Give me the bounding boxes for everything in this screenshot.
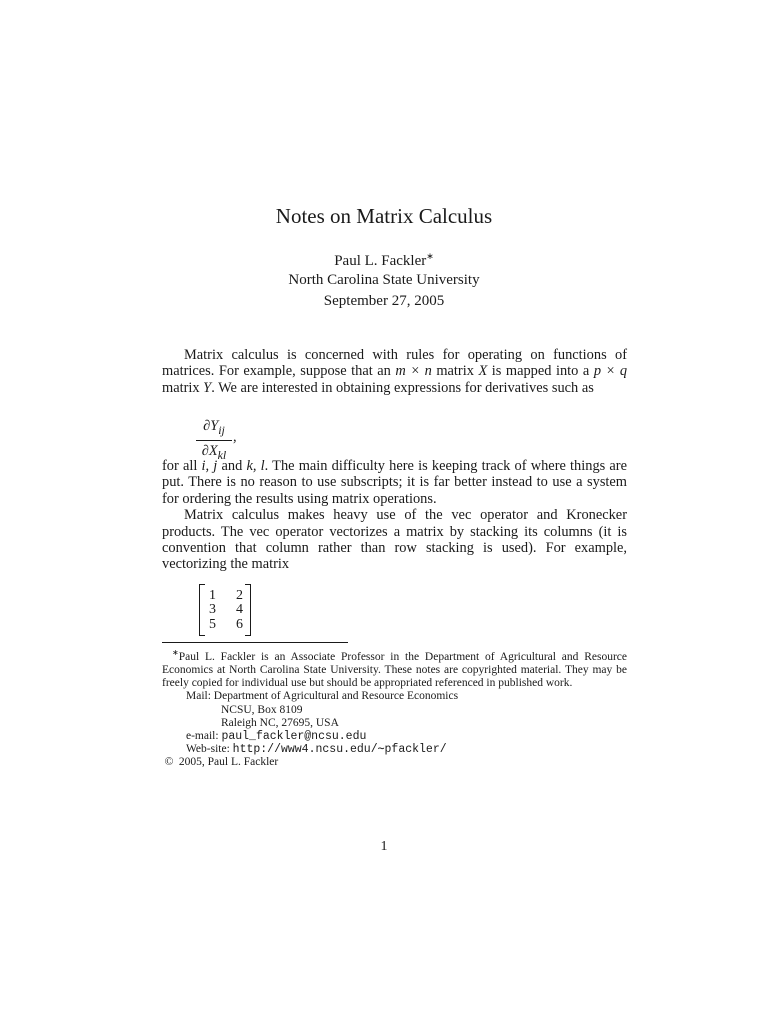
- author-name: Paul L. Fackler: [334, 253, 427, 269]
- email-link[interactable]: paul_fackler@ncsu.edu: [221, 730, 367, 744]
- paragraph-2: [162, 458, 627, 507]
- footnote-text: [162, 646, 627, 690]
- footnote-mail-line3: Raleigh NC, 27695, USA: [221, 716, 339, 729]
- p1-math-d: Y: [203, 379, 212, 396]
- matrix-cell: 6: [236, 617, 243, 632]
- matrix-right-bracket: [245, 584, 251, 636]
- matrix-cell: 1: [209, 588, 216, 603]
- fraction-numerator: [196, 418, 232, 438]
- fraction-comma: ,: [233, 429, 237, 445]
- footnote-rule: [162, 642, 348, 643]
- p1-text-e: . We are interested in obtaining expressions for derivatives such as: [211, 379, 594, 396]
- p1-text-a: Matrix calculus is concerned with rules for operating on functions of matrices. For example, suppose that an: [162, 347, 627, 380]
- matrix-left-bracket: [199, 584, 205, 636]
- p2-text-b: and: [217, 458, 247, 474]
- fraction-bar: [196, 440, 232, 441]
- p2-math-b: k, l: [246, 458, 265, 474]
- author-block: [0, 247, 768, 290]
- p1-text-b: matrix: [431, 363, 479, 380]
- website-link[interactable]: http://www4.ncsu.edu/∼pfackler/: [232, 743, 447, 757]
- matrix-row: [209, 602, 243, 618]
- footnote: [162, 646, 627, 770]
- web-label: Web-site:: [186, 743, 233, 756]
- denominator-symbol: ∂X: [201, 442, 218, 459]
- footnote-email-line: [162, 730, 627, 743]
- author-name-line: [0, 247, 768, 271]
- p1-text-c: is mapped into a: [487, 363, 594, 380]
- email-label: e-mail:: [186, 730, 222, 743]
- page-number: 1: [380, 839, 388, 854]
- p1-text-d: matrix: [162, 379, 204, 396]
- paragraph-1: [162, 347, 627, 396]
- p1-math-c: p × q: [593, 363, 628, 380]
- matrix-row: [209, 617, 243, 633]
- matrix-cell: 3: [209, 602, 216, 617]
- matrix-cell: 4: [236, 602, 243, 617]
- footnote-body: Paul L. Fackler is an Associate Professor in the Department of Agricultural and Resource Economics at North Carolina State University. These notes are copyrighted material. They may be freely copied for individual use but should be appropriated referenced in published work.: [162, 650, 627, 690]
- footnote-marker: ∗: [172, 648, 179, 657]
- paper-title: Notes on Matrix Calculus: [275, 204, 493, 228]
- denominator-subscript: kl: [217, 447, 227, 462]
- numerator-subscript: ij: [218, 422, 225, 437]
- author-affiliation: North Carolina State University: [288, 272, 480, 288]
- derivative-fraction: [196, 418, 237, 463]
- copyright-icon: ©: [164, 756, 174, 769]
- footnote-mail-line2: NCSU, Box 8109: [221, 703, 303, 716]
- author-footnote-marker: ∗: [426, 251, 434, 261]
- paragraph-3: Matrix calculus makes heavy use of the vec operator and Kronecker products. The vec operator vectorizes a matrix by stacking its columns (it is convention that column rather than row stacking is used). For example, vectorizing the matrix: [162, 507, 627, 573]
- p2-text-a: for all: [162, 458, 202, 474]
- matrix-cell: 2: [236, 588, 243, 603]
- matrix-cell: 5: [209, 617, 216, 632]
- footnote-copyright: [162, 756, 627, 769]
- paragraph-2-block: [162, 458, 627, 573]
- p1-math-a: m × n: [395, 363, 432, 380]
- p1-math-b: X: [478, 363, 488, 380]
- paper-date: September 27, 2005: [323, 293, 445, 309]
- p2-text-c: . The main difficulty here is keeping track of where things are put. There is no reason to use subscripts; it is far better instead to use a system for ordering the results using matrix operations.: [162, 458, 627, 507]
- footnote-web-line: [162, 743, 627, 756]
- footnote-mail: Mail: Department of Agricultural and Resource Economics: [186, 690, 459, 703]
- numerator-symbol: ∂Y: [203, 418, 219, 434]
- example-matrix: [199, 584, 251, 634]
- p2-math-a: i, j: [201, 458, 218, 474]
- copyright-text: 2005, Paul L. Fackler: [176, 756, 279, 769]
